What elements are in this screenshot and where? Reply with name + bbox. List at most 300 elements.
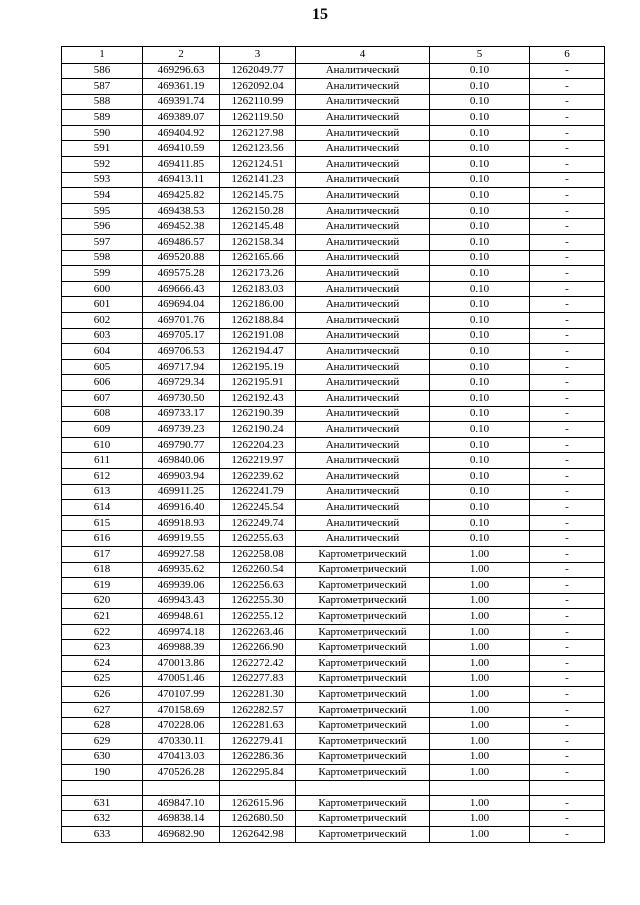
x-coordinate-cell: 469438.53 <box>143 203 220 219</box>
x-coordinate-cell: 469520.88 <box>143 250 220 266</box>
point-number-cell: 604 <box>62 344 143 360</box>
x-coordinate-cell: 469919.55 <box>143 531 220 547</box>
accuracy-cell: 0.10 <box>430 422 530 438</box>
table-header-row <box>62 47 605 64</box>
point-number-cell: 620 <box>62 593 143 609</box>
accuracy-cell: 0.10 <box>430 328 530 344</box>
x-coordinate-cell: 469361.19 <box>143 79 220 95</box>
table-row <box>62 94 605 110</box>
point-number-cell: 623 <box>62 640 143 656</box>
accuracy-cell: 0.10 <box>430 219 530 235</box>
note-cell: - <box>530 219 605 235</box>
table-row <box>62 141 605 157</box>
accuracy-cell: 0.10 <box>430 141 530 157</box>
method-cell: Аналитический <box>296 500 430 516</box>
accuracy-cell: 1.00 <box>430 718 530 734</box>
method-cell: Аналитический <box>296 422 430 438</box>
note-cell: - <box>530 437 605 453</box>
method-cell: Аналитический <box>296 110 430 126</box>
method-cell: Картометрический <box>296 562 430 578</box>
y-coordinate-cell: 1262110.99 <box>220 94 296 110</box>
y-coordinate-cell: 1262281.30 <box>220 687 296 703</box>
note-cell: - <box>530 297 605 313</box>
table-row <box>62 188 605 204</box>
x-coordinate-cell: 469411.85 <box>143 157 220 173</box>
method-cell: Картометрический <box>296 718 430 734</box>
accuracy-cell: 0.10 <box>430 437 530 453</box>
x-coordinate-cell: 469682.90 <box>143 827 220 843</box>
y-coordinate-cell: 1262127.98 <box>220 125 296 141</box>
note-cell: - <box>530 79 605 95</box>
table-row <box>62 250 605 266</box>
y-coordinate-cell: 1262195.19 <box>220 359 296 375</box>
y-coordinate-cell: 1262260.54 <box>220 562 296 578</box>
point-number-cell: 622 <box>62 624 143 640</box>
table-row <box>62 328 605 344</box>
table-row <box>62 313 605 329</box>
table-row <box>62 562 605 578</box>
method-cell: Картометрический <box>296 593 430 609</box>
x-coordinate-cell: 469903.94 <box>143 468 220 484</box>
table-row <box>62 795 605 811</box>
note-cell: - <box>530 640 605 656</box>
method-cell: Аналитический <box>296 94 430 110</box>
x-coordinate-cell: 469974.18 <box>143 624 220 640</box>
x-coordinate-cell: 469918.93 <box>143 515 220 531</box>
header-cell: 6 <box>530 47 605 64</box>
y-coordinate-cell: 1262150.28 <box>220 203 296 219</box>
y-coordinate-cell: 1262158.34 <box>220 235 296 251</box>
point-number-cell: 587 <box>62 79 143 95</box>
note-cell: - <box>530 188 605 204</box>
table-row <box>62 157 605 173</box>
note-cell: - <box>530 562 605 578</box>
page-number: 15 <box>312 6 328 23</box>
table-row <box>62 609 605 625</box>
method-cell: Картометрический <box>296 640 430 656</box>
x-coordinate-cell: 469943.43 <box>143 593 220 609</box>
accuracy-cell: 1.00 <box>430 765 530 781</box>
point-number-cell: 589 <box>62 110 143 126</box>
point-number-cell: 593 <box>62 172 143 188</box>
table-row <box>62 578 605 594</box>
x-coordinate-cell: 469733.17 <box>143 406 220 422</box>
accuracy-cell: 0.10 <box>430 515 530 531</box>
accuracy-cell: 0.10 <box>430 313 530 329</box>
accuracy-cell: 0.10 <box>430 266 530 282</box>
x-coordinate-cell: 469705.17 <box>143 328 220 344</box>
note-cell: - <box>530 266 605 282</box>
accuracy-cell: 0.10 <box>430 281 530 297</box>
x-coordinate-cell: 469389.07 <box>143 110 220 126</box>
y-coordinate-cell: 1262266.90 <box>220 640 296 656</box>
accuracy-cell: 1.00 <box>430 671 530 687</box>
point-number-cell: 626 <box>62 687 143 703</box>
table-row <box>62 811 605 827</box>
y-coordinate-cell: 1262263.46 <box>220 624 296 640</box>
x-coordinate-cell: 470013.86 <box>143 656 220 672</box>
table-row <box>62 422 605 438</box>
method-cell: Аналитический <box>296 453 430 469</box>
x-coordinate-cell: 469486.57 <box>143 235 220 251</box>
accuracy-cell: 0.10 <box>430 172 530 188</box>
x-coordinate-cell: 469701.76 <box>143 313 220 329</box>
method-cell: Аналитический <box>296 250 430 266</box>
y-coordinate-cell: 1262272.42 <box>220 656 296 672</box>
note-cell: - <box>530 157 605 173</box>
accuracy-cell: 0.10 <box>430 468 530 484</box>
table-row <box>62 656 605 672</box>
method-cell: Картометрический <box>296 624 430 640</box>
note-cell: - <box>530 375 605 391</box>
table-row <box>62 827 605 843</box>
note-cell: - <box>530 203 605 219</box>
table-row <box>62 110 605 126</box>
note-cell: - <box>530 313 605 329</box>
y-coordinate-cell: 1262204.23 <box>220 437 296 453</box>
table-row <box>62 172 605 188</box>
point-number-cell: 614 <box>62 500 143 516</box>
point-number-cell: 606 <box>62 375 143 391</box>
method-cell: Картометрический <box>296 749 430 765</box>
x-coordinate-cell: 469988.39 <box>143 640 220 656</box>
accuracy-cell: 1.00 <box>430 734 530 750</box>
point-number-cell: 597 <box>62 235 143 251</box>
x-coordinate-cell: 469911.25 <box>143 484 220 500</box>
table-row <box>62 437 605 453</box>
x-coordinate-cell: 469410.59 <box>143 141 220 157</box>
note-cell: - <box>530 687 605 703</box>
point-number-cell: 611 <box>62 453 143 469</box>
y-coordinate-cell: 1262239.62 <box>220 468 296 484</box>
x-coordinate-cell: 469666.43 <box>143 281 220 297</box>
note-cell: - <box>530 281 605 297</box>
accuracy-cell: 1.00 <box>430 687 530 703</box>
method-cell: Аналитический <box>296 375 430 391</box>
y-coordinate-cell: 1262255.12 <box>220 609 296 625</box>
note-cell: - <box>530 531 605 547</box>
table-row <box>62 281 605 297</box>
note-cell: - <box>530 468 605 484</box>
point-number-cell: 621 <box>62 609 143 625</box>
accuracy-cell: 0.10 <box>430 375 530 391</box>
accuracy-cell: 0.10 <box>430 484 530 500</box>
table-row <box>62 63 605 79</box>
point-number-cell: 588 <box>62 94 143 110</box>
y-coordinate-cell: 1262241.79 <box>220 484 296 500</box>
method-cell: Аналитический <box>296 406 430 422</box>
accuracy-cell: 0.10 <box>430 63 530 79</box>
method-cell: Картометрический <box>296 702 430 718</box>
x-coordinate-cell: 469694.04 <box>143 297 220 313</box>
y-coordinate-cell: 1262165.66 <box>220 250 296 266</box>
y-coordinate-cell: 1262194.47 <box>220 344 296 360</box>
point-number-cell: 601 <box>62 297 143 313</box>
header-cell: 4 <box>296 47 430 64</box>
note-cell: - <box>530 795 605 811</box>
y-coordinate-cell: 1262281.63 <box>220 718 296 734</box>
note-cell: - <box>530 94 605 110</box>
y-coordinate-cell: 1262145.48 <box>220 219 296 235</box>
method-cell: Аналитический <box>296 437 430 453</box>
method-cell: Аналитический <box>296 328 430 344</box>
note-cell: - <box>530 453 605 469</box>
point-number-cell: 602 <box>62 313 143 329</box>
x-coordinate-cell: 469935.62 <box>143 562 220 578</box>
method-cell: Картометрический <box>296 827 430 843</box>
point-number-cell: 190 <box>62 765 143 781</box>
accuracy-cell: 1.00 <box>430 640 530 656</box>
y-coordinate-cell: 1262192.43 <box>220 390 296 406</box>
y-coordinate-cell: 1262188.84 <box>220 313 296 329</box>
table-body <box>62 63 605 842</box>
point-number-cell: 605 <box>62 359 143 375</box>
note-cell: - <box>530 827 605 843</box>
point-number-cell: 609 <box>62 422 143 438</box>
method-cell: Картометрический <box>296 765 430 781</box>
x-coordinate-cell: 469916.40 <box>143 500 220 516</box>
accuracy-cell: 0.10 <box>430 344 530 360</box>
method-cell: Аналитический <box>296 235 430 251</box>
note-cell: - <box>530 110 605 126</box>
note-cell: - <box>530 328 605 344</box>
header-cell: 5 <box>430 47 530 64</box>
note-cell: - <box>530 390 605 406</box>
point-number-cell <box>62 780 143 795</box>
x-coordinate-cell: 469404.92 <box>143 125 220 141</box>
y-coordinate-cell: 1262249.74 <box>220 515 296 531</box>
note-cell: - <box>530 578 605 594</box>
accuracy-cell: 1.00 <box>430 656 530 672</box>
point-number-cell: 590 <box>62 125 143 141</box>
y-coordinate-cell <box>220 780 296 795</box>
table-row <box>62 125 605 141</box>
x-coordinate-cell: 469847.10 <box>143 795 220 811</box>
y-coordinate-cell: 1262049.77 <box>220 63 296 79</box>
note-cell: - <box>530 406 605 422</box>
note-cell: - <box>530 671 605 687</box>
point-number-cell: 632 <box>62 811 143 827</box>
x-coordinate-cell: 469413.11 <box>143 172 220 188</box>
method-cell: Аналитический <box>296 297 430 313</box>
y-coordinate-cell: 1262141.23 <box>220 172 296 188</box>
point-number-cell: 625 <box>62 671 143 687</box>
accuracy-cell: 0.10 <box>430 250 530 266</box>
note-cell: - <box>530 250 605 266</box>
method-cell: Аналитический <box>296 157 430 173</box>
table-row <box>62 359 605 375</box>
table-row <box>62 266 605 282</box>
note-cell: - <box>530 765 605 781</box>
accuracy-cell: 0.10 <box>430 390 530 406</box>
x-coordinate-cell: 470051.46 <box>143 671 220 687</box>
method-cell: Аналитический <box>296 515 430 531</box>
y-coordinate-cell: 1262615.96 <box>220 795 296 811</box>
method-cell: Картометрический <box>296 795 430 811</box>
x-coordinate-cell: 470526.28 <box>143 765 220 781</box>
x-coordinate-cell: 469729.34 <box>143 375 220 391</box>
point-number-cell: 596 <box>62 219 143 235</box>
y-coordinate-cell: 1262123.56 <box>220 141 296 157</box>
accuracy-cell: 1.00 <box>430 624 530 640</box>
point-number-cell: 613 <box>62 484 143 500</box>
accuracy-cell: 0.10 <box>430 500 530 516</box>
method-cell: Картометрический <box>296 811 430 827</box>
accuracy-cell: 1.00 <box>430 609 530 625</box>
note-cell: - <box>530 484 605 500</box>
y-coordinate-cell: 1262191.08 <box>220 328 296 344</box>
method-cell: Аналитический <box>296 203 430 219</box>
x-coordinate-cell: 469838.14 <box>143 811 220 827</box>
x-coordinate-cell: 469840.06 <box>143 453 220 469</box>
point-number-cell: 592 <box>62 157 143 173</box>
accuracy-cell: 1.00 <box>430 593 530 609</box>
note-cell: - <box>530 811 605 827</box>
point-number-cell: 598 <box>62 250 143 266</box>
method-cell: Аналитический <box>296 219 430 235</box>
x-coordinate-cell: 469939.06 <box>143 578 220 594</box>
note-cell: - <box>530 235 605 251</box>
x-coordinate-cell: 470107.99 <box>143 687 220 703</box>
point-number-cell: 624 <box>62 656 143 672</box>
y-coordinate-cell: 1262286.36 <box>220 749 296 765</box>
note-cell: - <box>530 344 605 360</box>
accuracy-cell: 0.10 <box>430 453 530 469</box>
x-coordinate-cell: 469927.58 <box>143 546 220 562</box>
table-row <box>62 203 605 219</box>
x-coordinate-cell: 469790.77 <box>143 437 220 453</box>
x-coordinate-cell: 469706.53 <box>143 344 220 360</box>
table-row <box>62 219 605 235</box>
table-row <box>62 734 605 750</box>
method-cell: Аналитический <box>296 344 430 360</box>
x-coordinate-cell: 469739.23 <box>143 422 220 438</box>
table-row <box>62 780 605 795</box>
point-number-cell: 619 <box>62 578 143 594</box>
table-row <box>62 593 605 609</box>
point-number-cell: 631 <box>62 795 143 811</box>
point-number-cell: 627 <box>62 702 143 718</box>
table-row <box>62 687 605 703</box>
accuracy-cell: 1.00 <box>430 827 530 843</box>
table-row <box>62 79 605 95</box>
table-row <box>62 531 605 547</box>
y-coordinate-cell: 1262282.57 <box>220 702 296 718</box>
coordinates-table <box>61 46 605 843</box>
note-cell: - <box>530 593 605 609</box>
point-number-cell: 615 <box>62 515 143 531</box>
method-cell: Картометрический <box>296 671 430 687</box>
note-cell: - <box>530 515 605 531</box>
table-row <box>62 624 605 640</box>
table-row <box>62 297 605 313</box>
accuracy-cell: 0.10 <box>430 203 530 219</box>
method-cell: Картометрический <box>296 546 430 562</box>
note-cell <box>530 780 605 795</box>
table-row <box>62 406 605 422</box>
y-coordinate-cell: 1262245.54 <box>220 500 296 516</box>
method-cell: Аналитический <box>296 531 430 547</box>
method-cell: Аналитический <box>296 281 430 297</box>
point-number-cell: 608 <box>62 406 143 422</box>
point-number-cell: 610 <box>62 437 143 453</box>
table-row <box>62 765 605 781</box>
note-cell: - <box>530 422 605 438</box>
accuracy-cell: 0.10 <box>430 406 530 422</box>
y-coordinate-cell: 1262256.63 <box>220 578 296 594</box>
point-number-cell: 628 <box>62 718 143 734</box>
x-coordinate-cell: 469391.74 <box>143 94 220 110</box>
note-cell: - <box>530 718 605 734</box>
accuracy-cell: 0.10 <box>430 157 530 173</box>
accuracy-cell: 1.00 <box>430 702 530 718</box>
header-cell: 3 <box>220 47 296 64</box>
point-number-cell: 591 <box>62 141 143 157</box>
accuracy-cell: 0.10 <box>430 110 530 126</box>
point-number-cell: 607 <box>62 390 143 406</box>
x-coordinate-cell: 470158.69 <box>143 702 220 718</box>
table-row <box>62 484 605 500</box>
note-cell: - <box>530 500 605 516</box>
note-cell: - <box>530 749 605 765</box>
y-coordinate-cell: 1262219.97 <box>220 453 296 469</box>
x-coordinate-cell: 470413.03 <box>143 749 220 765</box>
x-coordinate-cell: 469296.63 <box>143 63 220 79</box>
header-cell: 1 <box>62 47 143 64</box>
table-row <box>62 515 605 531</box>
y-coordinate-cell: 1262255.30 <box>220 593 296 609</box>
y-coordinate-cell: 1262190.24 <box>220 422 296 438</box>
table-row <box>62 453 605 469</box>
method-cell: Аналитический <box>296 141 430 157</box>
table-row <box>62 390 605 406</box>
accuracy-cell: 0.10 <box>430 531 530 547</box>
y-coordinate-cell: 1262279.41 <box>220 734 296 750</box>
point-number-cell: 618 <box>62 562 143 578</box>
accuracy-cell: 1.00 <box>430 795 530 811</box>
table-row <box>62 546 605 562</box>
note-cell: - <box>530 702 605 718</box>
x-coordinate-cell: 469425.82 <box>143 188 220 204</box>
y-coordinate-cell: 1262642.98 <box>220 827 296 843</box>
accuracy-cell <box>430 780 530 795</box>
point-number-cell: 600 <box>62 281 143 297</box>
y-coordinate-cell: 1262190.39 <box>220 406 296 422</box>
point-number-cell: 633 <box>62 827 143 843</box>
point-number-cell: 599 <box>62 266 143 282</box>
note-cell: - <box>530 609 605 625</box>
point-number-cell: 629 <box>62 734 143 750</box>
method-cell: Аналитический <box>296 359 430 375</box>
point-number-cell: 594 <box>62 188 143 204</box>
accuracy-cell: 0.10 <box>430 94 530 110</box>
x-coordinate-cell: 469575.28 <box>143 266 220 282</box>
point-number-cell: 630 <box>62 749 143 765</box>
point-number-cell: 612 <box>62 468 143 484</box>
note-cell: - <box>530 63 605 79</box>
method-cell: Картометрический <box>296 578 430 594</box>
y-coordinate-cell: 1262255.63 <box>220 531 296 547</box>
note-cell: - <box>530 359 605 375</box>
x-coordinate-cell: 469717.94 <box>143 359 220 375</box>
method-cell: Аналитический <box>296 172 430 188</box>
method-cell: Аналитический <box>296 125 430 141</box>
accuracy-cell: 0.10 <box>430 235 530 251</box>
point-number-cell: 586 <box>62 63 143 79</box>
x-coordinate-cell: 470330.11 <box>143 734 220 750</box>
accuracy-cell: 0.10 <box>430 188 530 204</box>
y-coordinate-cell: 1262124.51 <box>220 157 296 173</box>
